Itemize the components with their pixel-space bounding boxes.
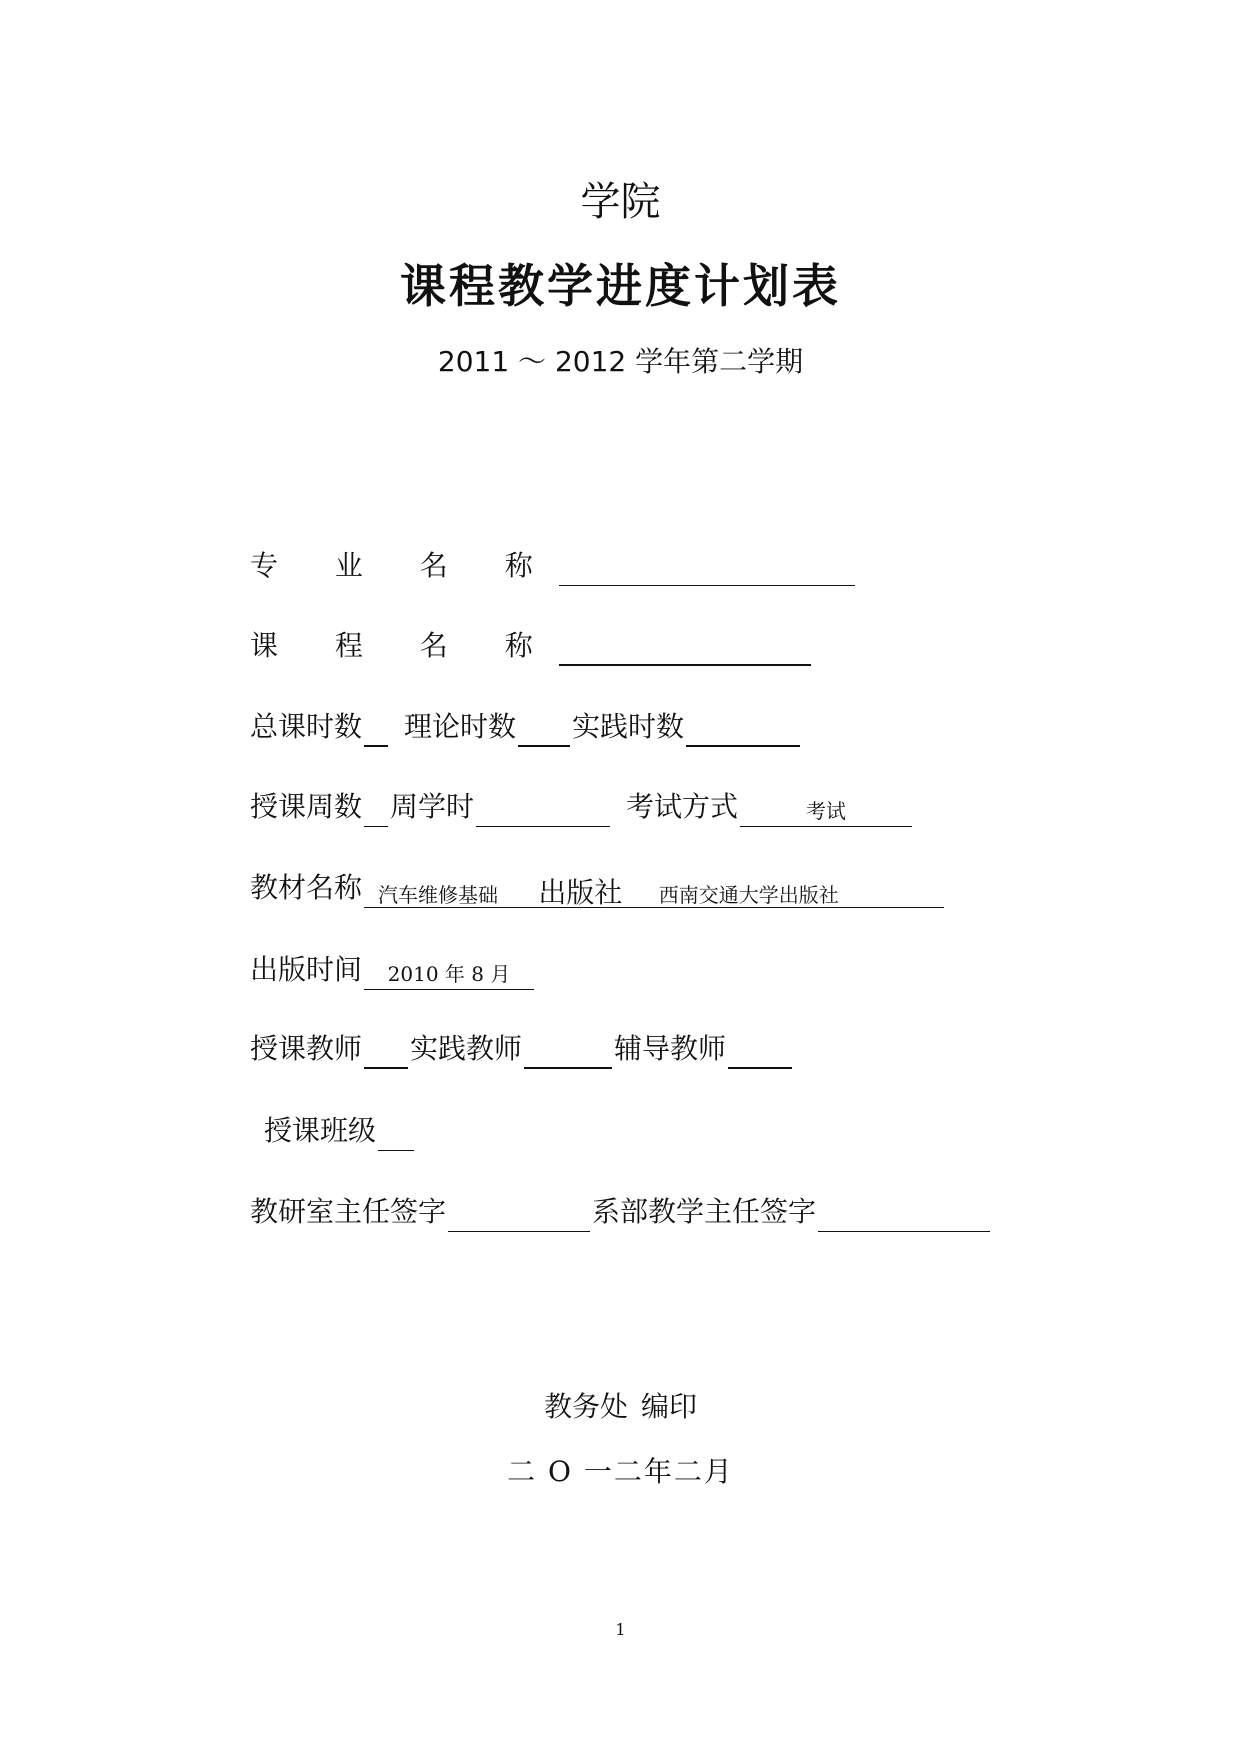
class-row [264,1107,416,1151]
pub-date-row [250,946,536,990]
textbook-field[interactable] [364,878,944,908]
exam-method-field[interactable] [740,796,912,827]
academic-term: 2011 ～ 2012 学年第二学期 [437,345,804,378]
pub-date-value: 2010 年 8 月 [387,962,511,986]
hours-row [250,703,802,747]
class-label: 授课班级 [264,1114,377,1147]
practice-teacher-field[interactable] [524,1037,612,1069]
theory-hours-field[interactable] [518,715,570,747]
issue-date: 二 O 一二年二月 [507,1455,734,1488]
weeks-row [250,783,914,827]
course-label: 课 程 名 称 [250,629,557,662]
weekly-hours-label: 周学时 [390,790,475,823]
publisher-value: 西南交通大学出版社 [658,883,839,907]
major-row [250,542,857,586]
dept-head-sign-field[interactable] [818,1201,990,1232]
weekly-hours-field[interactable] [476,796,610,827]
lecturer-field[interactable] [364,1037,408,1069]
page-number: 1 [615,1620,626,1639]
exam-method-label: 考试方式 [626,790,739,823]
tutor-label: 辅导教师 [614,1032,727,1065]
teachers-row [250,1025,794,1069]
practice-hours-field[interactable] [686,715,800,747]
exam-method-value: 考试 [806,799,847,823]
practice-hours-label: 实践时数 [572,710,685,743]
theory-hours-label: 理论时数 [404,710,517,743]
weeks-field[interactable] [364,796,388,827]
section-head-sign-field[interactable] [448,1201,590,1232]
textbook-value: 汽车维修基础 [378,883,499,907]
major-label: 专 业 名 称 [250,549,557,582]
signature-row [250,1188,992,1232]
tutor-field[interactable] [728,1037,792,1069]
total-hours-field[interactable] [364,715,388,747]
pub-date-label: 出版时间 [250,953,363,986]
section-head-sign-label: 教研室主任签字 [250,1195,447,1228]
weeks-label: 授课周数 [250,790,363,823]
major-field[interactable] [559,555,855,586]
textbook-row [250,864,946,908]
total-hours-label: 总课时数 [250,710,363,743]
practice-teacher-label: 实践教师 [410,1032,523,1065]
dept-head-sign-label: 系部教学主任签字 [592,1195,817,1228]
textbook-label: 教材名称 [250,871,363,904]
class-field[interactable] [378,1120,414,1151]
course-field[interactable] [559,634,811,666]
issuing-office: 教务处 编印 [544,1390,697,1423]
pub-date-field[interactable] [364,959,534,990]
college-name: 学院 [580,179,661,225]
page-title: 课程教学进度计划表 [400,259,841,313]
publisher-label: 出版社 [538,876,623,909]
lecturer-label: 授课教师 [250,1032,363,1065]
course-row [250,622,813,666]
